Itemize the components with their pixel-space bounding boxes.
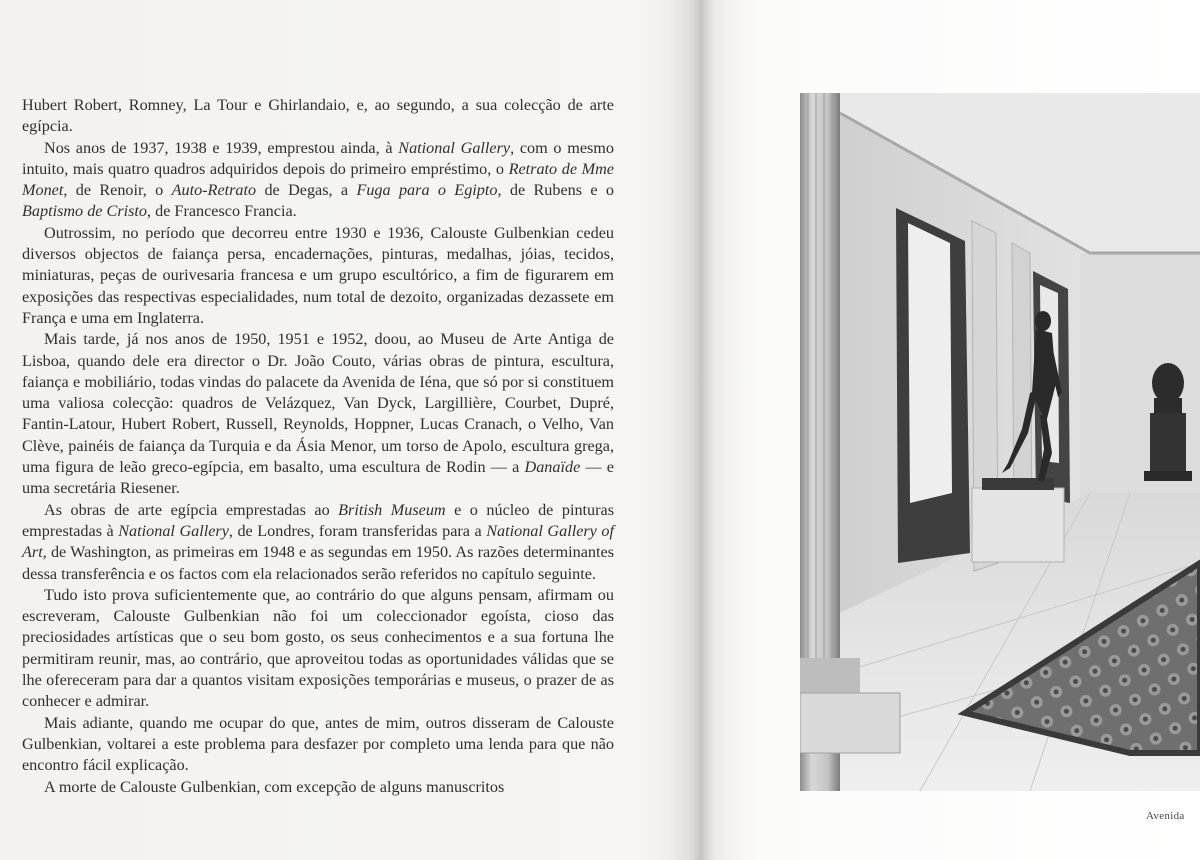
paragraph-6 bbox=[22, 585, 614, 713]
book-gutter bbox=[670, 0, 730, 860]
italic-title: National Gallery of Art bbox=[22, 521, 614, 562]
paragraph-5 bbox=[22, 500, 614, 585]
italic-title: Danaïde bbox=[524, 458, 581, 477]
text-run: — e uma secretária Riesener. bbox=[22, 458, 614, 498]
text-run: , de Rubens e o bbox=[497, 181, 615, 200]
text-run: de Degas, a bbox=[256, 181, 357, 200]
text-run: Mais adiante, quando me ocupar do que, antes de mim, outros disseram de Calouste Gulbenkian, voltarei a este problema para desfazer por completo uma lenda para que não encontro fácil explicação. bbox=[22, 713, 614, 775]
window-glass-left bbox=[908, 223, 952, 503]
column-base-torus bbox=[800, 658, 860, 698]
text-run: Outrossim, no período que decorreu entre 1930 e 1936, Calouste Gulbenkian cedeu diversos objectos de faiança persa, encadernações, pinturas, medalhas, jóias, tecidos, miniaturas, peças de ourivesaria francesa e um grupo escultórico, a fim de figurarem em exposições das respectivas especialidades, num total de dezoito, organizadas dezassete em França e uma em Inglaterra. bbox=[22, 223, 614, 327]
italic-title: Retrato de Mme Monet bbox=[22, 159, 614, 200]
text-run: As obras de arte egípcia emprestadas ao bbox=[44, 500, 339, 519]
text-run: Hubert Robert, Romney, La Tour e Ghirlandaio, e, ao segundo, a sua colecção de arte egípcia. bbox=[22, 96, 614, 136]
photo-caption: Avenida bbox=[1146, 810, 1185, 822]
paragraph-4 bbox=[22, 329, 614, 499]
paragraph-2 bbox=[22, 138, 614, 223]
text-run: e o núcleo de pinturas emprestadas à bbox=[22, 500, 615, 540]
text-run: A morte de Calouste Gulbenkian, com excepção de alguns manuscritos bbox=[44, 777, 505, 796]
italic-title: National Gallery bbox=[398, 138, 511, 157]
text-run: Mais tarde, já nos anos de 1950, 1951 e 1952, doou, ao Museu de Arte Antiga de Lisboa, quando dele era director o Dr. João Couto, várias obras de pintura, escultura, faiança e mobiliário, todas vindas do palacete da Avenida de Iéna, que só por si constituem uma valiosa colecção: quadros de Velázquez, Van Dyck, Largillière, Courbet, Dupré, Fantin-Latour, Hubert Robert, Russell, Reynolds, Hoppner, Lucas Cranach, o Velho, Van Clève, painéis de faiança da Turquia e da Ásia Menor, um torso de Apolo, escultura grega, uma figura de leão greco-egípcia, em basalto, uma escultura de Rodin — a bbox=[22, 330, 614, 477]
gallery-photograph bbox=[800, 93, 1200, 791]
text-run: , de Londres, foram transferidas para a bbox=[228, 521, 487, 540]
italic-title: British Museum bbox=[338, 500, 446, 519]
paragraph-3 bbox=[22, 223, 614, 329]
italic-title: Baptismo de Cristo bbox=[22, 202, 148, 221]
statue-pedestal bbox=[972, 488, 1064, 562]
italic-title: Auto-Retrato bbox=[171, 181, 257, 200]
column-plinth bbox=[800, 693, 900, 753]
text-run: , de Francesco Francia. bbox=[147, 202, 297, 221]
paragraph-7 bbox=[22, 713, 614, 777]
text-run: Tudo isto prova suficientemente que, ao contrário do que alguns pensam, afirmam ou escreveram, Calouste Gulbenkian não foi um coleccionador egoísta, cioso das preciosidades artísticas que o seu bom gosto, os seus conhecimentos e a sua fortuna lhe permitiram reunir, mas, ao contrário, que aproveitou todas as oportunidades válidas que se lhe ofereceram para dar a quantos visitam exposições temporárias e museus, o prazer de as conhecer e admirar. bbox=[22, 585, 614, 711]
text-run: , com o mesmo intuito, mais quatro quadros adquiridos depois do primeiro empréstimo, o bbox=[22, 138, 614, 178]
italic-title: Fuga para o Egipto bbox=[356, 181, 498, 200]
italic-title: National Gallery bbox=[118, 521, 229, 540]
text-run: Nos anos de 1937, 1938 e 1939, emprestou ainda, à bbox=[44, 138, 399, 157]
paragraph-1 bbox=[22, 95, 614, 138]
paragraph-8 bbox=[22, 777, 614, 798]
text-run: , de Renoir, o bbox=[63, 181, 172, 200]
text-run: , de Washington, as primeiras em 1948 e as segundas em 1950. As razões determinantes dessa transferência e os factos com ela relacionados serão referidos no capítulo seguinte. bbox=[22, 543, 614, 583]
gallery-photograph-drawing bbox=[800, 93, 1200, 791]
body-text-column bbox=[22, 95, 614, 798]
